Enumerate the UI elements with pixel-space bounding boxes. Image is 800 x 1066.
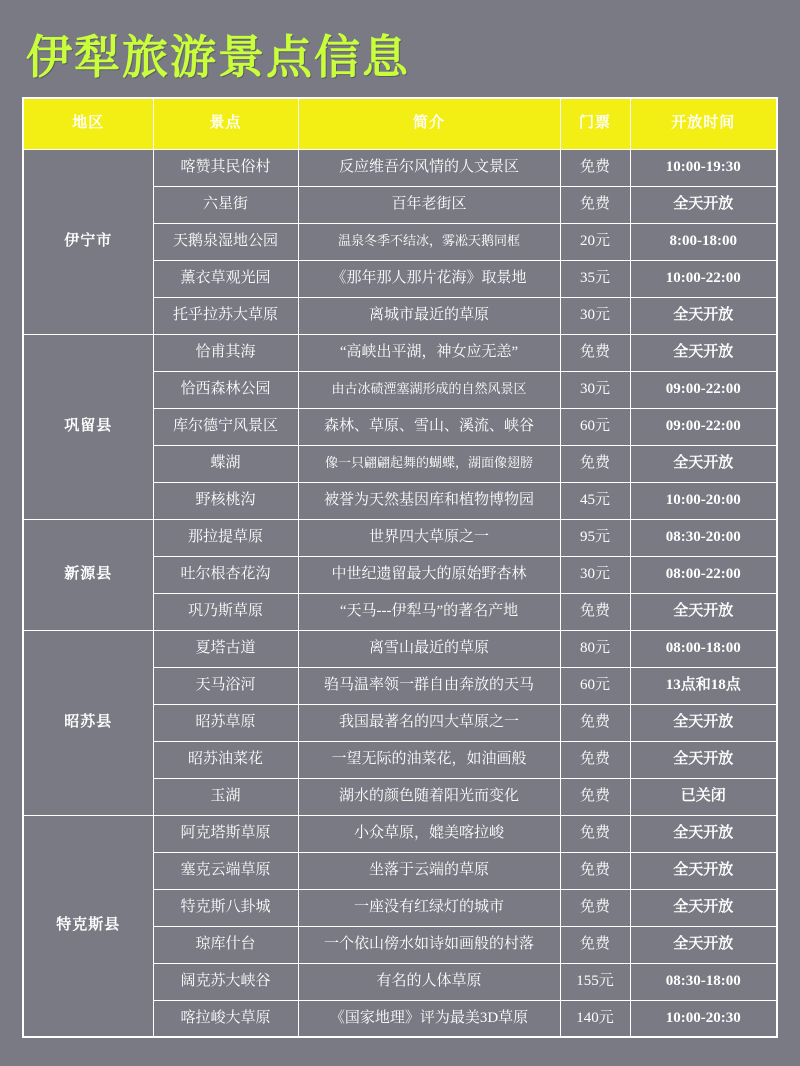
table-row xyxy=(23,334,777,371)
opening-hours-cell: 全天开放 xyxy=(630,704,777,741)
opening-hours-cell: 08:00-18:00 xyxy=(630,630,777,667)
opening-hours-cell: 8:00-18:00 xyxy=(630,223,777,260)
ticket-price-cell: 140元 xyxy=(560,1000,630,1037)
spot-cell: 托乎拉苏大草原 xyxy=(153,297,298,334)
description-cell: 反应维吾尔风情的人文景区 xyxy=(298,149,560,186)
opening-hours-cell: 全天开放 xyxy=(630,815,777,852)
ticket-price-cell: 80元 xyxy=(560,630,630,667)
ticket-price-cell: 免费 xyxy=(560,852,630,889)
ticket-price-cell: 30元 xyxy=(560,297,630,334)
ticket-price-cell: 60元 xyxy=(560,667,630,704)
column-header-hours: 开放时间 xyxy=(630,98,777,150)
spot-cell: 天马浴河 xyxy=(153,667,298,704)
description-cell: 驺马温率领一群自由奔放的天马 xyxy=(298,667,560,704)
ticket-price-cell: 95元 xyxy=(560,519,630,556)
region-cell: 巩留县 xyxy=(23,334,153,519)
table-row xyxy=(23,815,777,852)
description-cell: 一个依山傍水如诗如画般的村落 xyxy=(298,926,560,963)
description-cell: 像一只翩翩起舞的蝴蝶，湖面像翅膀 xyxy=(298,445,560,482)
opening-hours-cell: 08:00-22:00 xyxy=(630,556,777,593)
page-title: 伊犁旅游景点信息 xyxy=(26,30,410,84)
spot-cell: 野核桃沟 xyxy=(153,482,298,519)
spot-cell: 夏塔古道 xyxy=(153,630,298,667)
opening-hours-cell: 10:00-20:30 xyxy=(630,1000,777,1037)
spot-cell: 薰衣草观光园 xyxy=(153,260,298,297)
spot-cell: 阿克塔斯草原 xyxy=(153,815,298,852)
header-row xyxy=(23,98,777,150)
table-row xyxy=(23,519,777,556)
opening-hours-cell: 全天开放 xyxy=(630,889,777,926)
table-body xyxy=(23,149,777,1037)
opening-hours-cell: 全天开放 xyxy=(630,334,777,371)
region-cell: 伊宁市 xyxy=(23,149,153,334)
opening-hours-cell: 全天开放 xyxy=(630,852,777,889)
description-cell: 由古冰碛湮塞湖形成的自然风景区 xyxy=(298,371,560,408)
table-row xyxy=(23,149,777,186)
ticket-price-cell: 45元 xyxy=(560,482,630,519)
table-header xyxy=(23,98,777,150)
ticket-price-cell: 免费 xyxy=(560,593,630,630)
opening-hours-cell: 10:00-19:30 xyxy=(630,149,777,186)
opening-hours-cell: 08:30-18:00 xyxy=(630,963,777,1000)
description-cell: 一座没有红绿灯的城市 xyxy=(298,889,560,926)
description-cell: 离雪山最近的草原 xyxy=(298,630,560,667)
description-cell: 坐落于云端的草原 xyxy=(298,852,560,889)
spot-cell: 昭苏草原 xyxy=(153,704,298,741)
opening-hours-cell: 全天开放 xyxy=(630,926,777,963)
spot-cell: 六星街 xyxy=(153,186,298,223)
ticket-price-cell: 免费 xyxy=(560,926,630,963)
description-cell: “天马---伊犁马”的著名产地 xyxy=(298,593,560,630)
column-header-region: 地区 xyxy=(23,98,153,150)
opening-hours-cell: 全天开放 xyxy=(630,297,777,334)
ticket-price-cell: 20元 xyxy=(560,223,630,260)
opening-hours-cell: 全天开放 xyxy=(630,741,777,778)
spot-cell: 巩乃斯草原 xyxy=(153,593,298,630)
spot-cell: 喀拉峻大草原 xyxy=(153,1000,298,1037)
description-cell: 我国最著名的四大草原之一 xyxy=(298,704,560,741)
ticket-price-cell: 免费 xyxy=(560,741,630,778)
region-cell: 新源县 xyxy=(23,519,153,630)
description-cell: 一望无际的油菜花，如油画般 xyxy=(298,741,560,778)
table-row xyxy=(23,630,777,667)
ticket-price-cell: 免费 xyxy=(560,334,630,371)
spot-cell: 昭苏油菜花 xyxy=(153,741,298,778)
ticket-price-cell: 155元 xyxy=(560,963,630,1000)
column-header-spot: 景点 xyxy=(153,98,298,150)
spot-cell: 塞克云端草原 xyxy=(153,852,298,889)
column-header-description: 简介 xyxy=(298,98,560,150)
opening-hours-cell: 全天开放 xyxy=(630,186,777,223)
ticket-price-cell: 免费 xyxy=(560,815,630,852)
spot-cell: 天鹅泉湿地公园 xyxy=(153,223,298,260)
description-cell: 有名的人体草原 xyxy=(298,963,560,1000)
description-cell: 小众草原，媲美喀拉峻 xyxy=(298,815,560,852)
spot-cell: 琼库什台 xyxy=(153,926,298,963)
region-cell: 昭苏县 xyxy=(23,630,153,815)
description-cell: 百年老街区 xyxy=(298,186,560,223)
attractions-table xyxy=(22,97,778,1039)
ticket-price-cell: 30元 xyxy=(560,371,630,408)
opening-hours-cell: 10:00-22:00 xyxy=(630,260,777,297)
spot-cell: 吐尔根杏花沟 xyxy=(153,556,298,593)
opening-hours-cell: 10:00-20:00 xyxy=(630,482,777,519)
ticket-price-cell: 免费 xyxy=(560,186,630,223)
ticket-price-cell: 60元 xyxy=(560,408,630,445)
ticket-price-cell: 免费 xyxy=(560,778,630,815)
region-cell: 特克斯县 xyxy=(23,815,153,1037)
description-cell: 温泉冬季不结冰，雾凇天鹅同框 xyxy=(298,223,560,260)
description-cell: “高峡出平湖，神女应无恙” xyxy=(298,334,560,371)
spot-cell: 恰甫其海 xyxy=(153,334,298,371)
ticket-price-cell: 30元 xyxy=(560,556,630,593)
opening-hours-cell: 全天开放 xyxy=(630,593,777,630)
spot-cell: 喀赞其民俗村 xyxy=(153,149,298,186)
description-cell: 离城市最近的草原 xyxy=(298,297,560,334)
ticket-price-cell: 免费 xyxy=(560,704,630,741)
spot-cell: 特克斯八卦城 xyxy=(153,889,298,926)
description-cell: 森林、草原、雪山、溪流、峡谷 xyxy=(298,408,560,445)
description-cell: 被誉为天然基因库和植物博物园 xyxy=(298,482,560,519)
opening-hours-cell: 全天开放 xyxy=(630,445,777,482)
description-cell: 《国家地理》评为最美3D草原 xyxy=(298,1000,560,1037)
spot-cell: 库尔德宁风景区 xyxy=(153,408,298,445)
opening-hours-cell: 09:00-22:00 xyxy=(630,371,777,408)
spot-cell: 恰西森林公园 xyxy=(153,371,298,408)
description-cell: 中世纪遗留最大的原始野杏林 xyxy=(298,556,560,593)
spot-cell: 那拉提草原 xyxy=(153,519,298,556)
opening-hours-cell: 已关闭 xyxy=(630,778,777,815)
description-cell: 世界四大草原之一 xyxy=(298,519,560,556)
column-header-ticket: 门票 xyxy=(560,98,630,150)
ticket-price-cell: 免费 xyxy=(560,889,630,926)
ticket-price-cell: 免费 xyxy=(560,149,630,186)
spot-cell: 蝶湖 xyxy=(153,445,298,482)
opening-hours-cell: 09:00-22:00 xyxy=(630,408,777,445)
spot-cell: 玉湖 xyxy=(153,778,298,815)
opening-hours-cell: 08:30-20:00 xyxy=(630,519,777,556)
description-cell: 《那年那人那片花海》取景地 xyxy=(298,260,560,297)
opening-hours-cell: 13点和18点 xyxy=(630,667,777,704)
ticket-price-cell: 35元 xyxy=(560,260,630,297)
spot-cell: 阔克苏大峡谷 xyxy=(153,963,298,1000)
ticket-price-cell: 免费 xyxy=(560,445,630,482)
description-cell: 湖水的颜色随着阳光而变化 xyxy=(298,778,560,815)
